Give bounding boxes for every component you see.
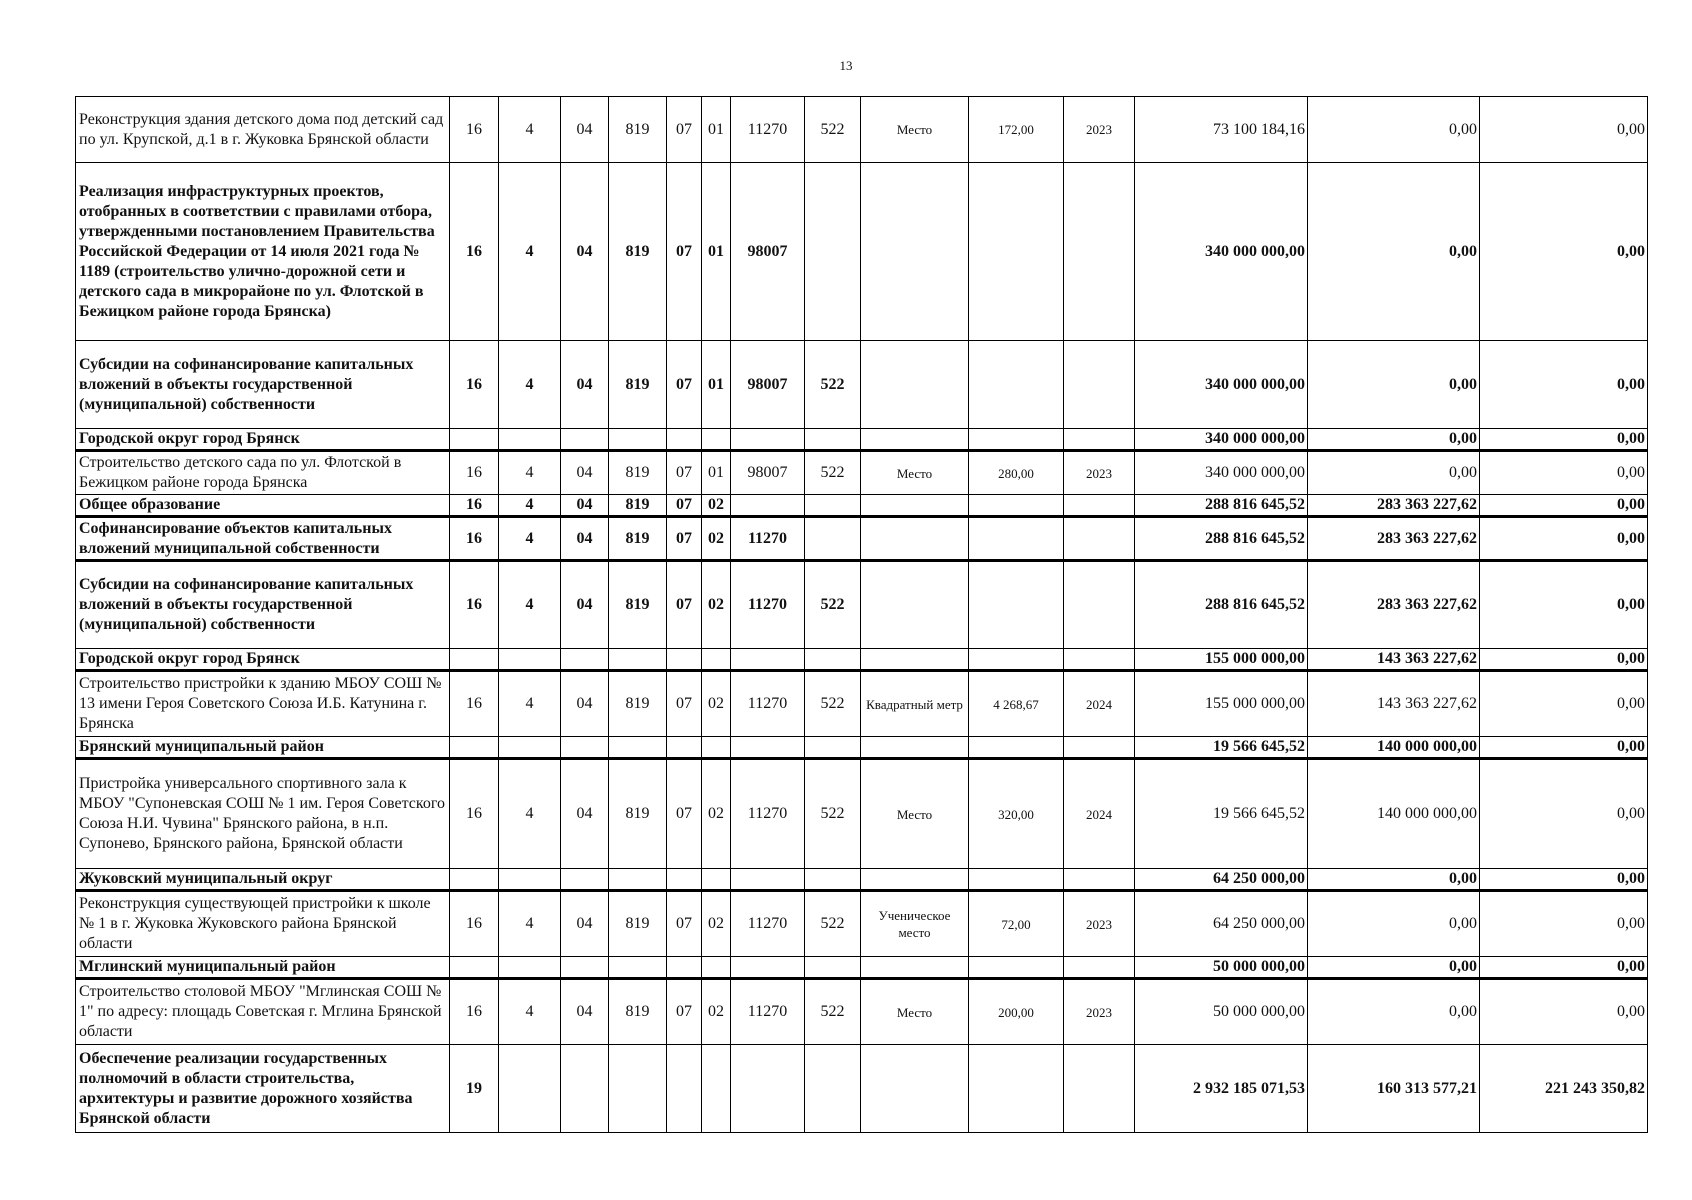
expense-type-code-cell: 522 bbox=[805, 891, 861, 957]
event-code-cell: 04 bbox=[561, 759, 609, 869]
subsection-code-cell: 02 bbox=[702, 759, 731, 869]
gr-code-cell bbox=[609, 429, 667, 451]
subsection-code-cell bbox=[702, 957, 731, 979]
subprogram-code-cell: 4 bbox=[499, 671, 561, 737]
amount-2024-cell: 0,00 bbox=[1308, 979, 1480, 1045]
unit-of-measure-cell bbox=[861, 1045, 969, 1133]
amount-2024-cell: 283 363 227,62 bbox=[1308, 561, 1480, 649]
amount-2023-cell: 19 566 645,52 bbox=[1135, 737, 1308, 759]
amount-2025-cell: 0,00 bbox=[1480, 429, 1648, 451]
unit-of-measure-cell bbox=[861, 517, 969, 561]
unit-of-measure-cell bbox=[861, 957, 969, 979]
commissioning-year-cell bbox=[1064, 561, 1135, 649]
gr-code-cell: 819 bbox=[609, 451, 667, 495]
amount-2023-cell: 340 000 000,00 bbox=[1135, 451, 1308, 495]
section-code-cell: 07 bbox=[667, 517, 702, 561]
commissioning-year-cell bbox=[1064, 737, 1135, 759]
program-code-cell: 16 bbox=[450, 517, 499, 561]
commissioning-year-cell bbox=[1064, 1045, 1135, 1133]
gr-code-cell bbox=[609, 869, 667, 891]
target-code-cell bbox=[731, 649, 805, 671]
table-row bbox=[76, 341, 1648, 429]
unit-of-measure-cell: Место bbox=[861, 759, 969, 869]
section-code-cell bbox=[667, 869, 702, 891]
expense-type-code-cell bbox=[805, 517, 861, 561]
event-code-cell: 04 bbox=[561, 341, 609, 429]
row-name: Городской округ город Брянск bbox=[76, 649, 450, 671]
gr-code-cell bbox=[609, 1045, 667, 1133]
subprogram-code-cell bbox=[499, 737, 561, 759]
section-code-cell bbox=[667, 429, 702, 451]
capacity-cell: 172,00 bbox=[969, 97, 1064, 163]
amount-2023-cell: 288 816 645,52 bbox=[1135, 561, 1308, 649]
program-code-cell: 19 bbox=[450, 1045, 499, 1133]
target-code-cell: 11270 bbox=[731, 671, 805, 737]
subsection-code-cell bbox=[702, 1045, 731, 1133]
section-code-cell bbox=[667, 737, 702, 759]
subsection-code-cell: 01 bbox=[702, 341, 731, 429]
amount-2023-cell: 73 100 184,16 bbox=[1135, 97, 1308, 163]
amount-2024-cell: 143 363 227,62 bbox=[1308, 649, 1480, 671]
table-row bbox=[76, 891, 1648, 957]
row-name: Обеспечение реализации государственных полномочий в области строительства, архитектуры и развитие дорожного хозяйства Брянской области bbox=[76, 1045, 450, 1133]
target-code-cell: 11270 bbox=[731, 759, 805, 869]
amount-2025-cell: 0,00 bbox=[1480, 495, 1648, 517]
unit-of-measure-cell: Место bbox=[861, 979, 969, 1045]
row-name: Строительство пристройки к зданию МБОУ СОШ № 13 имени Героя Советского Союза И.Б. Катунина г. Брянска bbox=[76, 671, 450, 737]
unit-of-measure-cell bbox=[861, 495, 969, 517]
event-code-cell bbox=[561, 429, 609, 451]
amount-2025-cell: 0,00 bbox=[1480, 561, 1648, 649]
unit-of-measure-cell bbox=[861, 869, 969, 891]
gr-code-cell: 819 bbox=[609, 517, 667, 561]
target-code-cell bbox=[731, 957, 805, 979]
event-code-cell: 04 bbox=[561, 451, 609, 495]
capacity-cell bbox=[969, 429, 1064, 451]
capacity-cell bbox=[969, 957, 1064, 979]
amount-2024-cell: 283 363 227,62 bbox=[1308, 517, 1480, 561]
program-code-cell bbox=[450, 737, 499, 759]
table-row bbox=[76, 671, 1648, 737]
amount-2025-cell: 0,00 bbox=[1480, 759, 1648, 869]
table-row bbox=[76, 737, 1648, 759]
target-code-cell: 11270 bbox=[731, 517, 805, 561]
row-name: Строительство столовой МБОУ "Мглинская СОШ № 1" по адресу: площадь Советская г. Мглина Брянской области bbox=[76, 979, 450, 1045]
subprogram-code-cell bbox=[499, 869, 561, 891]
commissioning-year-cell bbox=[1064, 517, 1135, 561]
target-code-cell bbox=[731, 495, 805, 517]
subprogram-code-cell bbox=[499, 429, 561, 451]
subprogram-code-cell: 4 bbox=[499, 561, 561, 649]
unit-of-measure-cell: Квадратный метр bbox=[861, 671, 969, 737]
amount-2025-cell: 0,00 bbox=[1480, 163, 1648, 341]
event-code-cell bbox=[561, 737, 609, 759]
amount-2024-cell: 0,00 bbox=[1308, 891, 1480, 957]
subsection-code-cell: 02 bbox=[702, 517, 731, 561]
program-code-cell: 16 bbox=[450, 979, 499, 1045]
table-row bbox=[76, 495, 1648, 517]
section-code-cell: 07 bbox=[667, 891, 702, 957]
capacity-cell: 4 268,67 bbox=[969, 671, 1064, 737]
commissioning-year-cell bbox=[1064, 163, 1135, 341]
commissioning-year-cell: 2024 bbox=[1064, 759, 1135, 869]
amount-2023-cell: 50 000 000,00 bbox=[1135, 979, 1308, 1045]
event-code-cell bbox=[561, 1045, 609, 1133]
subsection-code-cell: 01 bbox=[702, 97, 731, 163]
capacity-cell bbox=[969, 1045, 1064, 1133]
amount-2023-cell: 64 250 000,00 bbox=[1135, 891, 1308, 957]
section-code-cell: 07 bbox=[667, 451, 702, 495]
section-code-cell: 07 bbox=[667, 561, 702, 649]
target-code-cell: 11270 bbox=[731, 561, 805, 649]
amount-2024-cell: 160 313 577,21 bbox=[1308, 1045, 1480, 1133]
subprogram-code-cell bbox=[499, 957, 561, 979]
event-code-cell: 04 bbox=[561, 163, 609, 341]
amount-2025-cell: 0,00 bbox=[1480, 737, 1648, 759]
amount-2025-cell: 0,00 bbox=[1480, 341, 1648, 429]
expense-type-code-cell: 522 bbox=[805, 97, 861, 163]
row-name: Брянский муниципальный район bbox=[76, 737, 450, 759]
unit-of-measure-cell bbox=[861, 341, 969, 429]
amount-2024-cell: 0,00 bbox=[1308, 451, 1480, 495]
row-name: Субсидии на софинансирование капитальных вложений в объекты государственной (муниципальной) собственности bbox=[76, 341, 450, 429]
amount-2024-cell: 140 000 000,00 bbox=[1308, 759, 1480, 869]
gr-code-cell: 819 bbox=[609, 561, 667, 649]
program-code-cell bbox=[450, 649, 499, 671]
amount-2024-cell: 0,00 bbox=[1308, 97, 1480, 163]
budget-table bbox=[75, 96, 1648, 1133]
target-code-cell bbox=[731, 737, 805, 759]
amount-2023-cell: 340 000 000,00 bbox=[1135, 341, 1308, 429]
expense-type-code-cell bbox=[805, 869, 861, 891]
row-name: Строительство детского сада по ул. Флотской в Бежицком районе города Брянска bbox=[76, 451, 450, 495]
table-row bbox=[76, 97, 1648, 163]
section-code-cell: 07 bbox=[667, 97, 702, 163]
table-row bbox=[76, 429, 1648, 451]
expense-type-code-cell bbox=[805, 649, 861, 671]
subprogram-code-cell: 4 bbox=[499, 759, 561, 869]
table-row bbox=[76, 1045, 1648, 1133]
expense-type-code-cell bbox=[805, 495, 861, 517]
program-code-cell: 16 bbox=[450, 451, 499, 495]
gr-code-cell: 819 bbox=[609, 759, 667, 869]
amount-2025-cell: 0,00 bbox=[1480, 451, 1648, 495]
target-code-cell: 98007 bbox=[731, 341, 805, 429]
subprogram-code-cell: 4 bbox=[499, 451, 561, 495]
amount-2025-cell: 0,00 bbox=[1480, 97, 1648, 163]
subsection-code-cell bbox=[702, 429, 731, 451]
expense-type-code-cell bbox=[805, 429, 861, 451]
program-code-cell: 16 bbox=[450, 671, 499, 737]
gr-code-cell: 819 bbox=[609, 891, 667, 957]
amount-2025-cell: 221 243 350,82 bbox=[1480, 1045, 1648, 1133]
commissioning-year-cell: 2023 bbox=[1064, 97, 1135, 163]
row-name: Реконструкция здания детского дома под детский сад по ул. Крупской, д.1 в г. Жуковка Брянской области bbox=[76, 97, 450, 163]
target-code-cell: 11270 bbox=[731, 979, 805, 1045]
subsection-code-cell: 02 bbox=[702, 495, 731, 517]
event-code-cell: 04 bbox=[561, 671, 609, 737]
gr-code-cell: 819 bbox=[609, 495, 667, 517]
section-code-cell: 07 bbox=[667, 163, 702, 341]
expense-type-code-cell: 522 bbox=[805, 561, 861, 649]
gr-code-cell bbox=[609, 737, 667, 759]
subsection-code-cell bbox=[702, 649, 731, 671]
table-row bbox=[76, 517, 1648, 561]
amount-2025-cell: 0,00 bbox=[1480, 869, 1648, 891]
target-code-cell bbox=[731, 1045, 805, 1133]
section-code-cell: 07 bbox=[667, 495, 702, 517]
amount-2023-cell: 155 000 000,00 bbox=[1135, 671, 1308, 737]
amount-2024-cell: 283 363 227,62 bbox=[1308, 495, 1480, 517]
table-row bbox=[76, 163, 1648, 341]
program-code-cell: 16 bbox=[450, 759, 499, 869]
expense-type-code-cell bbox=[805, 957, 861, 979]
program-code-cell: 16 bbox=[450, 97, 499, 163]
target-code-cell: 11270 bbox=[731, 97, 805, 163]
section-code-cell bbox=[667, 649, 702, 671]
unit-of-measure-cell bbox=[861, 561, 969, 649]
table-row bbox=[76, 451, 1648, 495]
subprogram-code-cell bbox=[499, 1045, 561, 1133]
amount-2025-cell: 0,00 bbox=[1480, 979, 1648, 1045]
amount-2024-cell: 0,00 bbox=[1308, 957, 1480, 979]
gr-code-cell: 819 bbox=[609, 341, 667, 429]
gr-code-cell bbox=[609, 649, 667, 671]
event-code-cell bbox=[561, 957, 609, 979]
amount-2023-cell: 288 816 645,52 bbox=[1135, 517, 1308, 561]
subprogram-code-cell: 4 bbox=[499, 341, 561, 429]
subsection-code-cell: 01 bbox=[702, 451, 731, 495]
expense-type-code-cell bbox=[805, 737, 861, 759]
subsection-code-cell: 02 bbox=[702, 979, 731, 1045]
amount-2024-cell: 140 000 000,00 bbox=[1308, 737, 1480, 759]
program-code-cell bbox=[450, 957, 499, 979]
subsection-code-cell: 01 bbox=[702, 163, 731, 341]
commissioning-year-cell: 2023 bbox=[1064, 451, 1135, 495]
capacity-cell bbox=[969, 737, 1064, 759]
amount-2023-cell: 340 000 000,00 bbox=[1135, 429, 1308, 451]
expense-type-code-cell: 522 bbox=[805, 341, 861, 429]
event-code-cell bbox=[561, 869, 609, 891]
commissioning-year-cell bbox=[1064, 495, 1135, 517]
table-row bbox=[76, 979, 1648, 1045]
amount-2023-cell: 64 250 000,00 bbox=[1135, 869, 1308, 891]
target-code-cell bbox=[731, 869, 805, 891]
commissioning-year-cell bbox=[1064, 341, 1135, 429]
row-name: Реализация инфраструктурных проектов, отобранных в соответствии с правилами отбора, утвержденными постановлением Правительства Российской Федерации от 14 июля 2021 года № 1189 (строительство улично-дорожной сети и детского сада в микрорайоне по ул. Флотской в Бежицком районе города Брянска) bbox=[76, 163, 450, 341]
program-code-cell: 16 bbox=[450, 561, 499, 649]
subsection-code-cell: 02 bbox=[702, 671, 731, 737]
amount-2023-cell: 2 932 185 071,53 bbox=[1135, 1045, 1308, 1133]
event-code-cell: 04 bbox=[561, 891, 609, 957]
amount-2023-cell: 288 816 645,52 bbox=[1135, 495, 1308, 517]
table-row bbox=[76, 759, 1648, 869]
amount-2025-cell: 0,00 bbox=[1480, 671, 1648, 737]
capacity-cell bbox=[969, 649, 1064, 671]
row-name: Пристройка универсального спортивного зала к МБОУ "Супоневская СОШ № 1 им. Героя Советского Союза Н.И. Чувина" Брянского района, в н.п. Супонево, Брянского района, Брянской области bbox=[76, 759, 450, 869]
gr-code-cell: 819 bbox=[609, 671, 667, 737]
table-row bbox=[76, 957, 1648, 979]
capacity-cell bbox=[969, 163, 1064, 341]
commissioning-year-cell: 2024 bbox=[1064, 671, 1135, 737]
amount-2024-cell: 0,00 bbox=[1308, 429, 1480, 451]
section-code-cell: 07 bbox=[667, 341, 702, 429]
expense-type-code-cell bbox=[805, 163, 861, 341]
row-name: Софинансирование объектов капитальных вложений муниципальной собственности bbox=[76, 517, 450, 561]
unit-of-measure-cell bbox=[861, 649, 969, 671]
expense-type-code-cell bbox=[805, 1045, 861, 1133]
unit-of-measure-cell bbox=[861, 429, 969, 451]
amount-2024-cell: 0,00 bbox=[1308, 341, 1480, 429]
capacity-cell bbox=[969, 517, 1064, 561]
target-code-cell: 98007 bbox=[731, 163, 805, 341]
subprogram-code-cell: 4 bbox=[499, 891, 561, 957]
commissioning-year-cell: 2023 bbox=[1064, 891, 1135, 957]
capacity-cell bbox=[969, 869, 1064, 891]
unit-of-measure-cell bbox=[861, 737, 969, 759]
program-code-cell bbox=[450, 429, 499, 451]
subsection-code-cell bbox=[702, 737, 731, 759]
target-code-cell: 98007 bbox=[731, 451, 805, 495]
amount-2025-cell: 0,00 bbox=[1480, 649, 1648, 671]
subprogram-code-cell: 4 bbox=[499, 979, 561, 1045]
event-code-cell bbox=[561, 649, 609, 671]
section-code-cell: 07 bbox=[667, 671, 702, 737]
unit-of-measure-cell: Ученическое место bbox=[861, 891, 969, 957]
commissioning-year-cell bbox=[1064, 429, 1135, 451]
capacity-cell: 200,00 bbox=[969, 979, 1064, 1045]
row-name: Общее образование bbox=[76, 495, 450, 517]
table-row bbox=[76, 561, 1648, 649]
gr-code-cell: 819 bbox=[609, 163, 667, 341]
amount-2024-cell: 0,00 bbox=[1308, 163, 1480, 341]
capacity-cell: 320,00 bbox=[969, 759, 1064, 869]
commissioning-year-cell: 2023 bbox=[1064, 979, 1135, 1045]
row-name: Жуковский муниципальный округ bbox=[76, 869, 450, 891]
amount-2024-cell: 0,00 bbox=[1308, 869, 1480, 891]
expense-type-code-cell: 522 bbox=[805, 759, 861, 869]
subprogram-code-cell bbox=[499, 649, 561, 671]
section-code-cell: 07 bbox=[667, 979, 702, 1045]
row-name: Городской округ город Брянск bbox=[76, 429, 450, 451]
expense-type-code-cell: 522 bbox=[805, 979, 861, 1045]
subprogram-code-cell: 4 bbox=[499, 517, 561, 561]
unit-of-measure-cell: Место bbox=[861, 451, 969, 495]
subsection-code-cell: 02 bbox=[702, 561, 731, 649]
amount-2025-cell: 0,00 bbox=[1480, 517, 1648, 561]
program-code-cell: 16 bbox=[450, 163, 499, 341]
event-code-cell: 04 bbox=[561, 495, 609, 517]
table-row bbox=[76, 649, 1648, 671]
page-number: 13 bbox=[839, 58, 853, 73]
capacity-cell bbox=[969, 561, 1064, 649]
amount-2025-cell: 0,00 bbox=[1480, 891, 1648, 957]
row-name: Реконструкция существующей пристройки к школе № 1 в г. Жуковка Жуковского района Брянской области bbox=[76, 891, 450, 957]
unit-of-measure-cell bbox=[861, 163, 969, 341]
capacity-cell: 280,00 bbox=[969, 451, 1064, 495]
subprogram-code-cell: 4 bbox=[499, 163, 561, 341]
program-code-cell: 16 bbox=[450, 891, 499, 957]
program-code-cell: 16 bbox=[450, 341, 499, 429]
amount-2023-cell: 340 000 000,00 bbox=[1135, 163, 1308, 341]
row-name: Субсидии на софинансирование капитальных вложений в объекты государственной (муниципальной) собственности bbox=[76, 561, 450, 649]
capacity-cell bbox=[969, 341, 1064, 429]
target-code-cell bbox=[731, 429, 805, 451]
program-code-cell: 16 bbox=[450, 495, 499, 517]
gr-code-cell: 819 bbox=[609, 979, 667, 1045]
section-code-cell: 07 bbox=[667, 759, 702, 869]
commissioning-year-cell bbox=[1064, 869, 1135, 891]
commissioning-year-cell bbox=[1064, 957, 1135, 979]
amount-2023-cell: 19 566 645,52 bbox=[1135, 759, 1308, 869]
capacity-cell: 72,00 bbox=[969, 891, 1064, 957]
row-name: Мглинский муниципальный район bbox=[76, 957, 450, 979]
subsection-code-cell: 02 bbox=[702, 891, 731, 957]
event-code-cell: 04 bbox=[561, 979, 609, 1045]
event-code-cell: 04 bbox=[561, 517, 609, 561]
gr-code-cell bbox=[609, 957, 667, 979]
table-body bbox=[76, 97, 1648, 1133]
amount-2023-cell: 155 000 000,00 bbox=[1135, 649, 1308, 671]
table-row bbox=[76, 869, 1648, 891]
amount-2023-cell: 50 000 000,00 bbox=[1135, 957, 1308, 979]
event-code-cell: 04 bbox=[561, 561, 609, 649]
section-code-cell bbox=[667, 1045, 702, 1133]
subprogram-code-cell: 4 bbox=[499, 495, 561, 517]
gr-code-cell: 819 bbox=[609, 97, 667, 163]
section-code-cell bbox=[667, 957, 702, 979]
target-code-cell: 11270 bbox=[731, 891, 805, 957]
capacity-cell bbox=[969, 495, 1064, 517]
program-code-cell bbox=[450, 869, 499, 891]
expense-type-code-cell: 522 bbox=[805, 671, 861, 737]
unit-of-measure-cell: Место bbox=[861, 97, 969, 163]
subsection-code-cell bbox=[702, 869, 731, 891]
event-code-cell: 04 bbox=[561, 97, 609, 163]
amount-2024-cell: 143 363 227,62 bbox=[1308, 671, 1480, 737]
subprogram-code-cell: 4 bbox=[499, 97, 561, 163]
commissioning-year-cell bbox=[1064, 649, 1135, 671]
amount-2025-cell: 0,00 bbox=[1480, 957, 1648, 979]
expense-type-code-cell: 522 bbox=[805, 451, 861, 495]
